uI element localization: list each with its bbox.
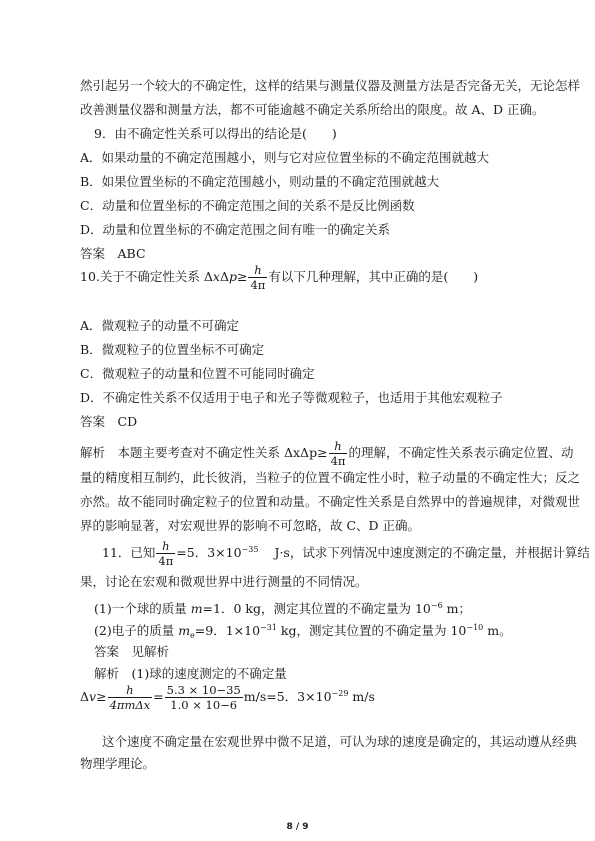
- option-a: A．微观粒子的动量不可确定: [80, 318, 240, 333]
- part-2-text: =9．1×10: [194, 623, 261, 638]
- part-1-prefix: (1)一个球的质量: [94, 601, 191, 616]
- question-11: [102, 540, 590, 567]
- exponent: −6: [430, 601, 443, 610]
- question-10: [80, 264, 478, 291]
- fraction-numerator: h: [162, 539, 170, 553]
- fraction-numerator: 5.3 × 10−35: [166, 683, 241, 697]
- fraction-denominator: 4π: [330, 454, 346, 468]
- option-d: D．不确定性关系不仅适用于电子和光子等微观粒子，也适用于其他宏观粒子: [80, 390, 503, 405]
- q10-suffix: 有以下几种理解，其中正确的是( ): [268, 269, 479, 284]
- answer-10: 答案 CD: [80, 414, 138, 429]
- q11-exponent: −35: [241, 545, 259, 554]
- explanation-prefix: 解析 本题主要考查对不确定性关系 ΔxΔp≥: [80, 445, 328, 460]
- electron-subscript: e: [190, 631, 195, 640]
- fraction-h-4pi: [156, 540, 175, 567]
- text-line: 果，讨论在宏观和微观世界中进行测量的不同情况。: [80, 574, 368, 589]
- option-b: B．微观粒子的位置坐标不可确定: [80, 342, 265, 357]
- part-1-unit: m；: [442, 601, 471, 616]
- calc-result: m/s=5．3×10: [243, 689, 332, 704]
- page-number: 8 / 9: [286, 822, 309, 832]
- answer-9: 答案 ABC: [80, 246, 146, 261]
- fraction-numerator: h: [126, 683, 134, 697]
- text-line: 然引起另一个较大的不确定性，这样的结果与测量仪器及测量方法是否完备无关，无论怎样: [80, 78, 581, 93]
- q10-x: x: [212, 269, 220, 284]
- fraction-denominator: 1.0 × 10−6: [165, 697, 243, 711]
- q10-delta: Δ: [219, 269, 229, 284]
- fraction-numerator: h: [254, 263, 262, 277]
- option-b: B．如果位置坐标的不确定范围越小，则动量的不确定范围就越大: [80, 174, 440, 189]
- mass-symbol: m: [178, 623, 191, 638]
- explanation-11: 解析 (1)球的速度测定的不确定量: [94, 666, 287, 681]
- fraction-denominator: 4π: [250, 278, 266, 292]
- text-line: 量的精度相互制约，此长彼消，当粒子的位置不确定性小时，粒子动量的不确定性大；反之: [80, 470, 581, 485]
- mass-symbol: m: [190, 601, 203, 616]
- option-c: C．动量和位置坐标的不确定范围之间的关系不是反比例函数: [80, 198, 415, 213]
- text-line: 改善测量仪器和测量方法，都不可能逾越不确定关系所给出的限度。故 A、D 正确。: [80, 102, 545, 117]
- option-c: C．微观粒子的动量和位置不可能同时确定: [80, 366, 315, 381]
- fraction-h-4pi: [329, 440, 348, 467]
- exponent: −10: [466, 623, 484, 632]
- part-2-unit: m。: [483, 623, 512, 638]
- fraction-denominator: 4πmΔx: [109, 698, 151, 712]
- text-line: 亦然。故不能同时确定粒子的位置和动量。不确定性关系是自然界中的普遍规律，对微观世: [80, 494, 581, 509]
- explanation-suffix: 的理解，不确定性关系表示确定位置、动: [348, 445, 574, 460]
- calculation: [80, 684, 375, 711]
- exponent: −29: [331, 689, 349, 698]
- q10-ge: ≥: [237, 269, 248, 284]
- q11-prefix: 11．已知: [102, 545, 156, 560]
- text-line: 这个速度不确定量在宏观世界中微不足道，可认为球的速度是确定的，其运动遵从经典: [102, 734, 578, 749]
- part-2-text: kg，测定其位置的不确定量为 10: [276, 623, 467, 638]
- text-line: 物理学理论。: [80, 756, 156, 771]
- exponent: −31: [260, 623, 277, 632]
- fraction-numerator: h: [334, 439, 342, 453]
- option-d: D．动量和位置坐标的不确定范围之间有唯一的确定关系: [80, 222, 391, 237]
- calc-unit: m/s: [348, 689, 375, 704]
- velocity-symbol: v: [89, 689, 97, 704]
- fraction-denominator: 4π: [158, 554, 174, 568]
- delta-symbol: Δ: [80, 689, 90, 704]
- q11-suffix: J·s，试求下列情况中速度测定的不确定量，并根据计算结: [274, 545, 590, 560]
- fraction-values: [165, 684, 243, 711]
- ge-symbol: ≥: [96, 689, 107, 704]
- q11-part-2: [94, 620, 512, 644]
- fraction-formula: [108, 684, 153, 711]
- text-line: 界的影响显著，对宏观世界的影响不可忽略，故 C、D 正确。: [80, 518, 421, 533]
- option-a: A．如果动量的不确定范围越小，则与它对应位置坐标的不确定范围就越大: [80, 150, 490, 165]
- q11-value: =5．3×10: [176, 545, 242, 560]
- q10-p: p: [228, 269, 237, 284]
- equals-symbol: =: [153, 689, 164, 704]
- q11-part-1: [94, 598, 471, 617]
- answer-11: 答案 见解析: [94, 644, 170, 659]
- question-9: 9．由不确定性关系可以得出的结论是( ): [94, 126, 337, 141]
- fraction-h-4pi: [248, 264, 267, 291]
- part-1-text: =1．0 kg，测定其位置的不确定量为 10: [202, 601, 431, 616]
- part-2-prefix: (2)电子的质量: [94, 623, 179, 638]
- q10-prefix: 10.关于不确定性关系 Δ: [80, 269, 213, 284]
- explanation-10: [80, 440, 573, 467]
